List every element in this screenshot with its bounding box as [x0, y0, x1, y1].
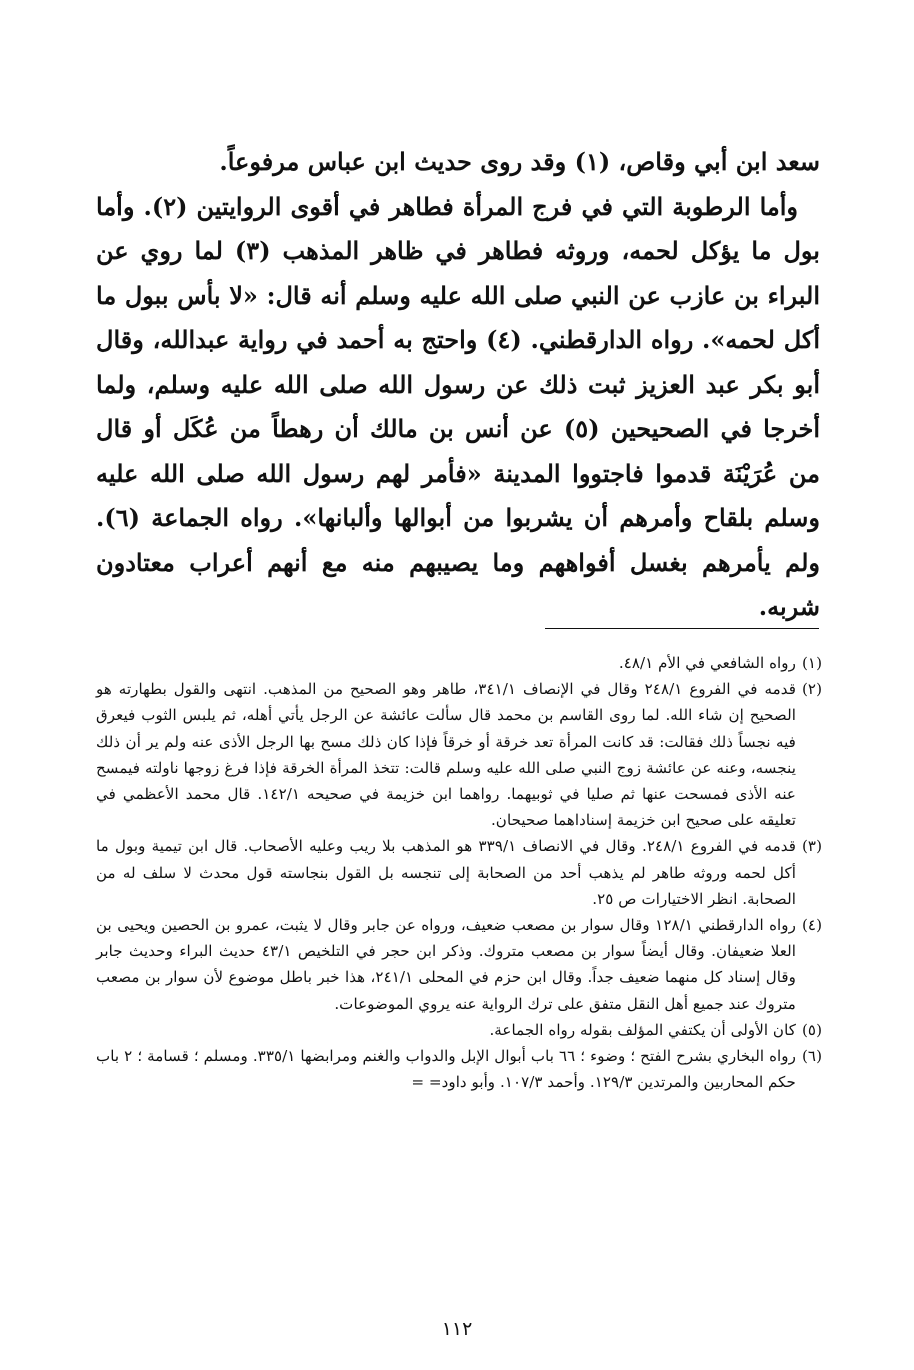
footnote-number: (٢): [801, 680, 822, 699]
footnote-text: كان الأولى أن يكتفي المؤلف بقوله رواه الجماعة.: [489, 1020, 796, 1039]
main-paragraph-1: سعد ابن أبي وقاص، (١) وقد روى حديث ابن عباس مرفوعاً.: [219, 147, 820, 176]
footnote-number: (١): [801, 654, 822, 672]
main-paragraph-2: وأما الرطوبة التي في فرج المرأة فطاهر في أقوى الروايتين (٢). وأما بول ما يؤكل لحمه، وروثه فطاهر في ظاهر المذهب (٣) لما روي عن البراء بن عازب عن النبي صلى الله عليه وسلم أنه قال: «لا بأس ببول ما أكل لحمه». رواه الدارقطني. (٤) واحتج به أحمد في رواية عبدالله، وقال أبو بكر عبد العزيز ثبت ذلك عن رسول الله صلى الله عليه وسلم، ولما أخرجا في الصحيحين (٥) عن أنس بن مالك أن رهطاً من عُكَل أو قال من عُرَيْنَة قدموا فاجتووا المدينة «فأمر لهم رسول الله صلى الله عليه وسلم بلقاح وأمرهم أن يشربوا من أبوالها وألبانها». رواه الجماعة (٦). ولم يأمرهم بغسل أفواههم وما يصيبهم منه مع أنهم أعراب معتادون شربه.: [96, 191, 821, 621]
footnote-text: رواه الدارقطني ١٢٨/١ وقال سوار بن مصعب ضعيف، ورواه عن جابر وقال لا يثبت، عمرو بن الحصين ويحيى بن العلا ضعيفان. وقال أيضاً سوار بن مصعب متروك. وذكر ابن حجر في التلخيص ٤٣/١ حديث البراء وحديث جابر وقال إسناد كل منهما ضعيف جداً. وقال ابن حزم في المحلى ٢٤١/١، هذا خبر باطل موضوع لأن سوار بن مصعب متروك عند جميع أهل النقل متفق على ترك الرواية عنه يروي الموضوعات.: [96, 916, 796, 1013]
footnote-number: (٣): [801, 837, 822, 856]
page-number: ١١٢: [441, 1318, 473, 1340]
footnote-text: قدمه في الفروع ٢٤٨/١. وقال في الانصاف ٣٣٩/١ هو المذهب بلا ريب وعليه الأصحاب. قال ابن تيمية وبول ما أكل لحمه وروثه طاهر لم يذهب أحد من الصحابة إلى تنجسه بل القول بنجاسته قول محدث لا سلف له من الصحابة. انظر الاختيارات ص ٢٥.: [96, 837, 796, 908]
footnote-2: [96, 676, 822, 833]
footnote-separator: [545, 628, 819, 629]
footnote-number: (٦): [801, 1047, 822, 1066]
footnote-number: (٥): [801, 1020, 822, 1039]
footnote-text: رواه البخاري بشرح الفتح ؛ وضوء ؛ ٦٦ باب أبوال الإبل والدواب والغنم ومرابضها ٣٣٥/١. ومسلم ؛ قسامة ؛ ٢ باب حكم المحاربين والمرتدين ١٢٩/٣. وأحمد ١٠٧/٣. وأبو داود= =: [96, 1047, 796, 1092]
footnote-text: رواه الشافعي في الأم ٤٨/١.: [618, 654, 796, 672]
footnote-text: قدمه في الفروع ٢٤٨/١ وقال في الإنصاف ٣٤١/١، طاهر وهو الصحيح من المذهب. انتهى والقول بطهارته هو الصحيح إن شاء الله. لما روى القاسم بن محمد قال سألت عائشة عن الرجل يأتي أهله، ثم يلبس الثوب فيعرق فيه نجساً ذلك فقالت: قد كانت المرأة تعد خرقة أو خرقاً فإذا كان ذلك مسح بها الرجل الأذى عنه ولم ير أن ذلك ينجسه، وعنه عن عائشة زوج النبي صلى الله عليه وسلم قالت: تتخذ المرأة الخرقة فإذا فرغ زوجها ناولته فيمسح عنه الأذى فمسحت عنها ثم صليا في ثوبيهما. رواهما ابن خزيمة في صحيحه ١٤٢/١. قال محمد الأعظمي في تعليقه على صحيح ابن خزيمة إسناداهما صحيحان.: [96, 680, 796, 830]
footnote-4: [96, 912, 822, 1017]
footnote-5: [96, 1017, 822, 1043]
footnote-6: [96, 1043, 822, 1095]
main-text-block: [96, 140, 820, 630]
footnote-3: [96, 833, 822, 912]
footnote-1: [96, 650, 822, 676]
footnote-number: (٤): [801, 916, 822, 935]
footnotes-block: [96, 650, 822, 1095]
